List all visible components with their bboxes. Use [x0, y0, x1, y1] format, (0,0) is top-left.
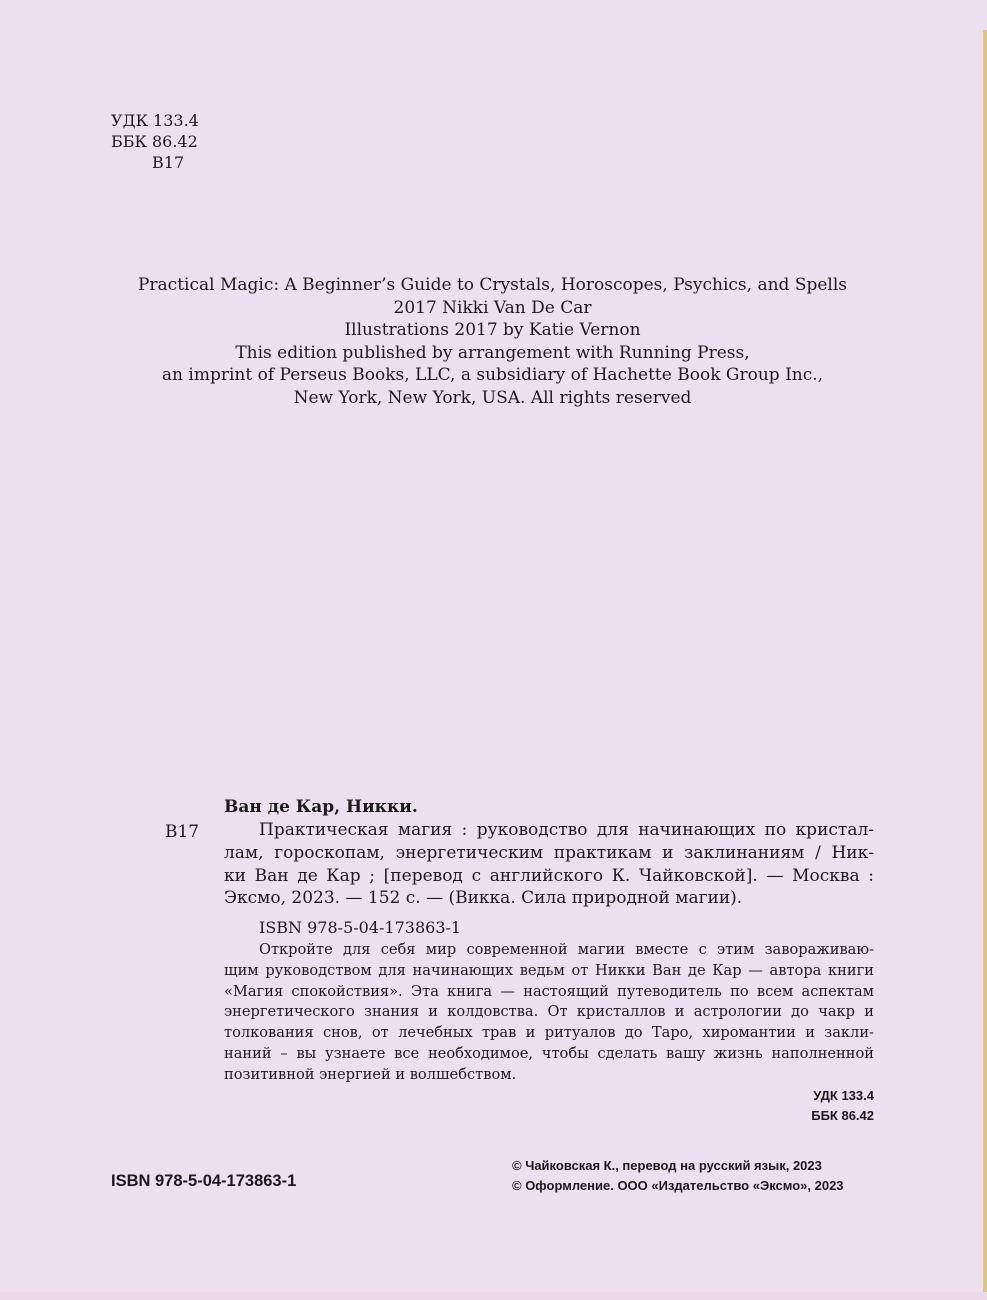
original-author-line: 2017 Nikki Van De Car	[393, 297, 592, 318]
description-line: лам, гороскопам, энергетическим практикам и заклинаниям / Ник-	[224, 842, 874, 863]
catalog-udk: УДК 133.4	[813, 1088, 874, 1103]
classification-block	[111, 110, 199, 173]
arrangement-line: This edition published by arrangement with Running Press,	[235, 342, 750, 363]
original-title-line: Practical Magic: A Beginner’s Guide to Crystals, Horoscopes, Psychics, and Spells	[137, 275, 848, 295]
design-copyright: © Оформление. ООО «Издательство «Эксмо», 2023	[512, 1177, 844, 1193]
description-line: Практическая магия : руководство для начинающих по кристал-	[259, 820, 874, 840]
catalog-author-heading: Ван де Кар, Никки.	[224, 797, 418, 817]
catalog-classification	[760, 1086, 874, 1126]
description-line: ки Ван де Кар ; [перевод с английского К. Чайковской]. — Москва :	[224, 865, 874, 886]
imprint-line: an imprint of Perseus Books, LLC, a subsidiary of Hachette Book Group Inc.,	[161, 365, 824, 385]
annotation-line: щим руководством для начинающих ведьм от Никки Ван де Кар — автора книги	[224, 961, 874, 979]
illustrations-line: Illustrations 2017 by Katie Vernon	[344, 320, 641, 340]
annotation-line: наний – вы узнаете все необходимое, чтобы сделать вашу жизнь наполненной	[224, 1044, 874, 1062]
catalog-author-code: В17	[165, 822, 200, 842]
catalog-bbk: ББК 86.42	[811, 1108, 874, 1123]
annotation-line: Откройте для себя мир современной магии вместе с этим завораживаю-	[259, 941, 874, 958]
annotation-line: энергетического знания и колдовства. От кристаллов и астрологии до чакр и	[224, 1003, 874, 1021]
copyright-notices	[512, 1156, 844, 1195]
description-line: Эксмо, 2023. — 152 с. — (Викка. Сила природной магии).	[224, 888, 743, 909]
catalog-isbn: ISBN 978-5-04-173863-1	[259, 918, 462, 937]
annotation-line: «Магия спокойствия». Эта книга — настоящий путеводитель по всем аспектам	[224, 982, 874, 1000]
book-annotation	[224, 940, 874, 1086]
rights-line: New York, New York, USA. All rights reserved	[293, 387, 692, 408]
annotation-line: толкования снов, от лечебных трав и ритуалов до Таро, хиромантии и закли-	[224, 1024, 874, 1042]
footer-isbn: ISBN 978-5-04-173863-1	[111, 1172, 297, 1190]
page-bottom-band	[0, 1292, 987, 1300]
translation-copyright: © Чайковская К., перевод на русский язык, 2023	[512, 1158, 822, 1173]
original-copyright-notice	[100, 274, 885, 409]
bbk-code: ББК 86.42	[111, 132, 198, 151]
page-edge-strip	[983, 30, 987, 1300]
udk-code: УДК 133.4	[111, 111, 199, 130]
author-code: В17	[152, 153, 185, 172]
annotation-line: позитивной энергией и волшебством.	[224, 1065, 517, 1083]
bibliographic-description	[224, 819, 874, 910]
